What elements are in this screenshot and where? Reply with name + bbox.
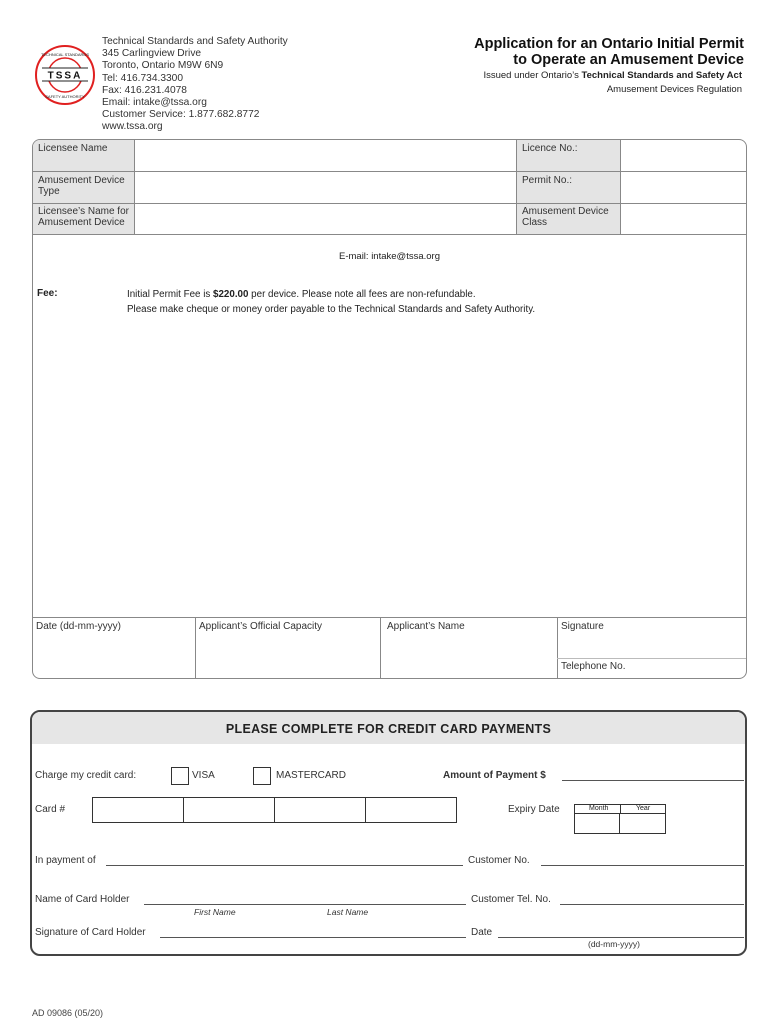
mastercard-label: MASTERCARD xyxy=(276,770,347,781)
fee-text xyxy=(127,287,535,317)
card-holder-field[interactable] xyxy=(144,904,466,905)
permit-no-label: Permit No.: xyxy=(522,175,573,186)
customer-tel-label: Customer Tel. No. xyxy=(471,894,551,905)
org-tel: Tel: 416.734.3300 xyxy=(102,72,184,84)
fee-post: per device. Please note all fees are non-refundable. xyxy=(248,289,476,300)
logo-ring-bottom: SAFETY AUTHORITY xyxy=(45,94,85,99)
issued-act: Technical Standards and Safety Act xyxy=(581,70,742,81)
org-fax: Fax: 416.231.4078 xyxy=(102,84,187,96)
licence-no-label: Licence No.: xyxy=(522,143,578,154)
device-class-label xyxy=(519,204,612,230)
permit-no-field[interactable] xyxy=(621,172,746,203)
card-number-segment-1[interactable] xyxy=(92,797,184,823)
last-name-caption: Last Name xyxy=(327,907,369,917)
device-class-label-2: Class xyxy=(522,217,548,228)
licensee-name-field[interactable] xyxy=(135,140,516,171)
card-number-label: Card # xyxy=(35,804,66,815)
logo-ring-top: TECHNICAL STANDARDS xyxy=(40,52,90,57)
org-info xyxy=(102,36,288,134)
divider xyxy=(516,140,517,234)
in-payment-label: In payment of xyxy=(35,855,96,866)
org-web: www.tssa.org xyxy=(102,121,163,133)
fee-label: Fee: xyxy=(37,288,58,299)
org-name: Technical Standards and Safety Authority xyxy=(102,36,288,47)
org-address1: 345 Carlingview Drive xyxy=(102,48,202,60)
device-class-label-1: Amusement Device xyxy=(522,206,609,217)
device-class-field[interactable] xyxy=(621,204,746,234)
device-type-label xyxy=(35,173,128,199)
in-payment-field[interactable] xyxy=(106,865,463,866)
title-line2: to Operate an Amusement Device xyxy=(513,52,744,68)
holder-signature-label: Signature of Card Holder xyxy=(35,927,146,938)
expiry-month-field[interactable] xyxy=(574,813,620,834)
regulation: Amusement Devices Regulation xyxy=(606,84,742,95)
device-type-label-1: Amusement Device xyxy=(38,175,125,186)
capacity-label: Applicant’s Official Capacity xyxy=(199,621,323,632)
licensee-name-label: Licensee Name xyxy=(38,143,108,154)
logo-text: TSSA xyxy=(47,70,83,82)
amount-field[interactable] xyxy=(562,780,744,781)
divider xyxy=(33,171,746,172)
customer-no-field[interactable] xyxy=(541,865,744,866)
visa-label: VISA xyxy=(192,770,215,781)
year-label: Year xyxy=(636,805,651,812)
holder-signature-field[interactable] xyxy=(160,937,466,938)
org-service: Customer Service: 1.877.682.8772 xyxy=(102,109,260,121)
licensee-for-label-2: Amusement Device xyxy=(38,217,125,228)
card-number-segment-3[interactable] xyxy=(274,797,366,823)
licensee-for-label-1: Licensee’s Name for xyxy=(38,206,129,217)
date-label: Date (dd-mm-yyyy) xyxy=(36,621,122,632)
card-holder-label: Name of Card Holder xyxy=(35,894,130,905)
customer-no-label: Customer No. xyxy=(468,855,530,866)
fee-amount: $220.00 xyxy=(213,289,249,300)
licensee-for-device-field[interactable] xyxy=(135,204,516,234)
application-form xyxy=(32,139,747,679)
intake-email: E-mail: intake@tssa.org xyxy=(339,251,440,262)
fee-line2: Please make cheque or money order payable to the Technical Standards and Safety Authority. xyxy=(127,304,536,315)
issued-prefix: Issued under Ontario’s xyxy=(483,70,582,81)
card-number-segment-2[interactable] xyxy=(183,797,275,823)
expiry-label: Expiry Date xyxy=(508,804,560,815)
mastercard-checkbox[interactable] xyxy=(253,767,271,785)
applicant-name-label: Applicant’s Name xyxy=(387,621,465,632)
month-label: Month xyxy=(589,805,609,812)
cc-date-field[interactable] xyxy=(498,937,744,938)
amount-label: Amount of Payment $ xyxy=(443,770,546,781)
tssa-logo xyxy=(34,44,96,106)
cc-date-label: Date xyxy=(471,927,493,938)
divider xyxy=(33,234,746,235)
card-number-segment-4[interactable] xyxy=(365,797,457,823)
fee-line1 xyxy=(127,287,535,302)
credit-card-section xyxy=(30,710,747,956)
divider xyxy=(33,203,746,204)
visa-checkbox[interactable] xyxy=(171,767,189,785)
org-email: Email: intake@tssa.org xyxy=(102,97,207,109)
date-format-caption: (dd-mm-yyyy) xyxy=(588,939,640,949)
divider xyxy=(620,140,621,234)
form-code: AD 09086 (05/20) xyxy=(32,1008,104,1018)
cc-heading: PLEASE COMPLETE FOR CREDIT CARD PAYMENTS xyxy=(32,712,745,744)
signature-label: Signature xyxy=(561,621,604,632)
licensee-for-label xyxy=(35,204,132,230)
device-type-label-2: Type xyxy=(38,186,60,197)
device-type-field[interactable] xyxy=(135,172,516,203)
form-title xyxy=(474,36,744,68)
title-line1: Application for an Ontario Initial Permit xyxy=(474,36,744,52)
customer-tel-field[interactable] xyxy=(560,904,744,905)
charge-label: Charge my credit card: xyxy=(35,770,137,781)
org-address2: Toronto, Ontario M9W 6N9 xyxy=(102,60,224,72)
first-name-caption: First Name xyxy=(194,907,236,917)
fee-pre: Initial Permit Fee is xyxy=(127,289,214,300)
expiry-year-field[interactable] xyxy=(619,813,666,834)
divider xyxy=(134,140,135,234)
licence-no-field[interactable] xyxy=(621,140,746,171)
telephone-label: Telephone No. xyxy=(561,661,626,672)
issued-under xyxy=(483,70,742,81)
